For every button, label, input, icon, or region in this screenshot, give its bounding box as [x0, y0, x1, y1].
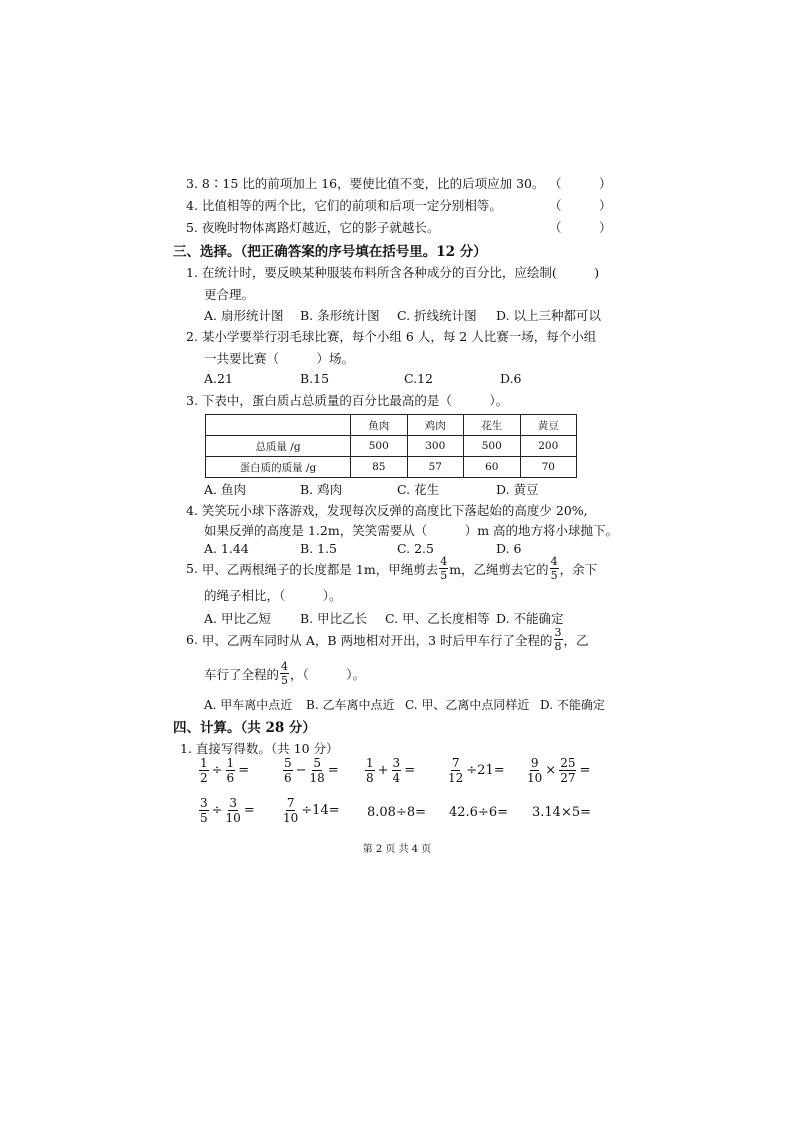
option-c: C. 折线统计图	[397, 308, 477, 323]
table-cell: 60	[464, 457, 521, 478]
option-b: B.15	[300, 371, 330, 386]
table-cell: 57	[407, 457, 464, 478]
option-d: D. 6	[496, 541, 522, 556]
calc-expression-7: $\frac{7}{10}$ ÷14=	[283, 796, 340, 825]
option-b: B. 1.5	[300, 541, 338, 556]
option-c: C. 花生	[397, 482, 440, 497]
calc-expression-6: $\frac{3}{5}$ ÷ $\frac{3}{10}$ =	[200, 796, 255, 825]
question-6-line2: 车行了全程的 $\frac{4}{5}$ ，（ ）。	[204, 660, 366, 687]
table-cell: 500	[464, 436, 521, 457]
option-a: A. 甲比乙短	[204, 611, 271, 626]
question-2: 2. 某小学要举行羽毛球比赛，每个小组 6 人，每 2 人比赛一场，每个小组	[186, 329, 597, 344]
option-b: B. 甲比乙长	[300, 611, 368, 626]
option-c: C. 2.5	[397, 541, 434, 556]
option-a: A. 扇形统计图	[204, 308, 284, 323]
table-header-cell: 黄豆	[520, 415, 577, 436]
question-5: 5. 甲、乙两根绳子的长度都是 1m，甲绳剪去 $\frac{4}{5}$ m，乙绳剪去它的 $\frac{4}{5}$ ，余下	[186, 555, 598, 582]
table-cell: 500	[351, 436, 408, 457]
section-heading-calc: 四、计算。（共 28 分）	[173, 720, 316, 736]
question-3: 3. 下表中，蛋白质占总质量的百分比最高的是（ ）。	[186, 393, 509, 408]
table-cell: 300	[407, 436, 464, 457]
answer-paren[interactable]: （ ）	[549, 198, 612, 213]
calc-expression-4: $\frac{7}{12}$ ÷21=	[448, 756, 505, 785]
calc-expression-3: $\frac{1}{8}$ + $\frac{3}{4}$ =	[366, 756, 416, 785]
table-header-cell: 鸡肉	[407, 415, 464, 436]
answer-paren[interactable]: （ ）	[549, 220, 612, 235]
option-d: D. 不能确定	[540, 698, 605, 712]
table-header-cell: 鱼肉	[351, 415, 408, 436]
judge-item-4: 4. 比值相等的两个比，它们的前项和后项一定分别相等。	[186, 198, 502, 213]
table-cell: 85	[351, 457, 408, 478]
calc-expression-9: 42.6÷6=	[449, 805, 509, 820]
option-b: B. 乙车离中点近	[306, 698, 395, 712]
fraction: $\frac{4}{5}$	[440, 555, 448, 582]
question-4: 4. 笑笑玩小球下落游戏，发现每次反弹的高度比下落起始的高度少 20%,	[186, 503, 588, 518]
judge-item-5: 5. 夜晚时物体离路灯越近，它的影子就越长。	[186, 220, 440, 235]
section-heading-choice: 三、选择。（把正确答案的序号填在括号里。12 分）	[173, 244, 487, 260]
option-d: D. 黄豆	[496, 482, 539, 497]
page-number: 第 2 页 共 4 页	[362, 844, 432, 855]
option-a: A. 甲车离中点近	[204, 698, 293, 712]
option-b: B. 鸡肉	[300, 482, 343, 497]
answer-paren[interactable]: （ ）	[549, 176, 612, 191]
calc-expression-5: $\frac{9}{10}$ × $\frac{25}{27}$ =	[527, 756, 591, 785]
option-a: A. 鱼肉	[204, 482, 246, 497]
option-d: D. 不能确定	[496, 611, 564, 626]
table-row-header: 蛋白质的质量 /g	[206, 457, 351, 478]
question-1: 1. 在统计时，要反映某种服装布料所含各种成分的百分比，应绘制( )	[186, 265, 600, 280]
option-a: A.21	[204, 371, 233, 386]
question-1-line2: 更合理。	[204, 287, 255, 302]
calc-expression-10: 3.14×5=	[532, 805, 592, 820]
option-c: C.12	[404, 371, 433, 386]
question-2-line2: 一共要比赛（ ）场。	[204, 351, 355, 366]
fraction: $\frac{3}{8}$	[554, 626, 562, 653]
option-d: D.6	[500, 371, 522, 386]
table-header-row	[206, 415, 577, 436]
protein-table	[205, 414, 577, 478]
calc-expression-8: 8.08÷8=	[367, 805, 427, 820]
calc-expression-2: $\frac{5}{6}$ − $\frac{5}{18}$ =	[284, 756, 339, 785]
calc-subheading: 1. 直接写得数。（共 10 分）	[180, 741, 339, 756]
fraction: $\frac{4}{5}$	[550, 555, 558, 582]
table-cell	[206, 415, 351, 436]
table-cell: 70	[520, 457, 577, 478]
table-cell: 200	[520, 436, 577, 457]
table-header-cell: 花生	[464, 415, 521, 436]
question-6: 6. 甲、乙两车同时从 A，B 两地相对开出，3 时后甲车行了全程的 $\frac{3}{8}$ ，乙	[186, 626, 589, 653]
judge-item-3: 3. 8∶15 比的前项加上 16，要使比值不变，比的后项应加 30。	[186, 176, 545, 191]
question-5-line2: 的绳子相比，（ ）。	[204, 588, 342, 603]
option-b: B. 条形统计图	[300, 308, 380, 323]
calc-expression-1: $\frac{1}{2}$ ÷ $\frac{1}{6}$ =	[200, 756, 250, 785]
option-d: D. 以上三种都可以	[496, 308, 602, 323]
table-row-header: 总质量 /g	[206, 436, 351, 457]
question-4-line2: 如果反弹的高度是 1.2m，笑笑需要从（ ）m 高的地方将小球抛下。	[204, 523, 619, 538]
fraction: $\frac{4}{5}$	[281, 660, 289, 687]
table-row	[206, 436, 577, 457]
table-row	[206, 457, 577, 478]
option-a: A. 1.44	[204, 541, 249, 556]
option-c: C. 甲、乙长度相等	[385, 611, 490, 626]
option-c: C. 甲、乙离中点同样近	[405, 698, 530, 712]
